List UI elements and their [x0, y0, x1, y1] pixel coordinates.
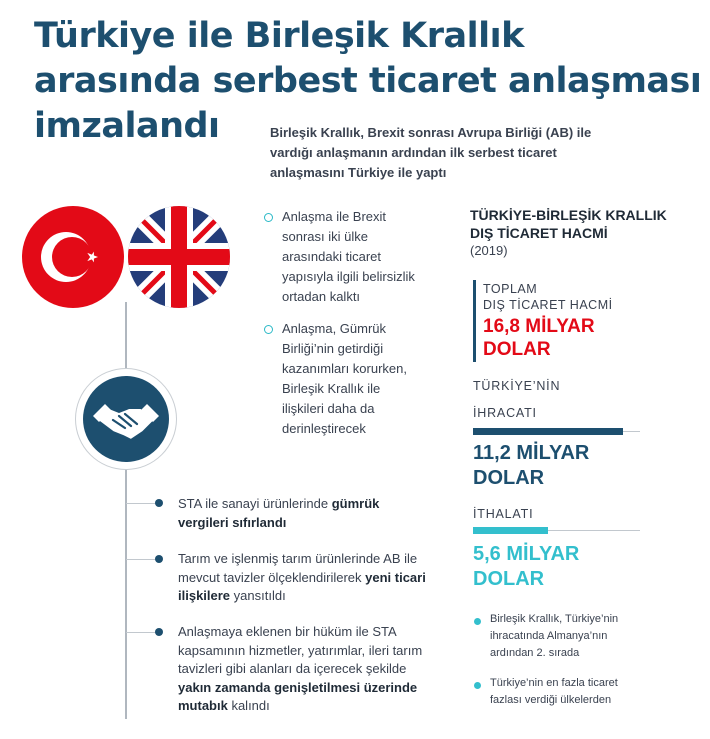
line: 5,6 MİLYAR: [473, 543, 580, 565]
line: ilişkileri daha da: [282, 401, 375, 416]
line: yapısıyla ilgili belirsizlik: [282, 269, 415, 284]
uk-flag-icon: [128, 206, 230, 308]
bullet-circle-icon: [264, 325, 273, 334]
line: 16,8 MİLYAR: [483, 316, 595, 337]
exports-bar: [473, 428, 623, 435]
line: DOLAR: [483, 339, 551, 360]
subtitle-line: anlaşmasını Türkiye ile yaptı: [270, 165, 447, 180]
line: DIŞ TİCARET HACMİ: [470, 225, 608, 241]
trade-section-title: [470, 206, 667, 242]
line: Birliği’nin getirdiği: [282, 341, 384, 356]
text: STA ile sanayi ürünlerinde: [178, 496, 332, 511]
line: Anlaşma, Gümrük: [282, 321, 387, 336]
title-line: imzalandı: [34, 106, 220, 146]
line: DOLAR: [473, 568, 545, 590]
note-dot-icon: [474, 618, 481, 625]
line: ardından 2. sırada: [490, 647, 580, 659]
list-item: [282, 207, 442, 307]
note-dot-icon: [474, 682, 481, 689]
text: kalındı: [227, 698, 270, 713]
line: TÜRKİYE-BİRLEŞİK KRALLIK: [470, 207, 667, 223]
total-value: [483, 315, 595, 361]
line: DIŞ TİCARET HACMİ: [483, 298, 613, 312]
imports-bar: [473, 527, 548, 534]
subtitle: [270, 123, 630, 183]
line: kazanımları korurken,: [282, 361, 407, 376]
note-item: [490, 611, 690, 662]
trade-year: (2019): [470, 243, 508, 258]
bold-text: gümrük vergileri sıfırlandı: [178, 496, 380, 530]
title-line: Türkiye ile Birleşik Krallık: [34, 16, 524, 56]
imports-label: İTHALATI: [473, 507, 534, 521]
line: Birleşik Krallık, Türkiye’nin: [490, 613, 619, 625]
bold-text: yeni ticari ilişkilere: [178, 569, 426, 603]
list-item: [178, 550, 428, 606]
text: yansıtıldı: [230, 588, 286, 603]
exports-label-line1: TÜRKİYE’NİN: [473, 379, 561, 393]
turkey-flag-icon: [22, 206, 124, 308]
subtitle-line: vardığı anlaşmanın ardından ilk serbest ticaret: [270, 145, 557, 160]
note-item: [490, 675, 690, 709]
exports-label-line2: İHRACATI: [473, 406, 537, 420]
bullet-dot-icon: [155, 628, 163, 636]
list-item: [282, 319, 442, 439]
line: arasındaki ticaret: [282, 249, 381, 264]
bold-text: yakın zamanda genişletilmesi üzerinde mutabık: [178, 679, 418, 713]
subtitle-line: Birleşik Krallık, Brexit sonrası Avrupa Birliği (AB) ile: [270, 125, 592, 140]
line: sonrası iki ülke: [282, 229, 368, 244]
handshake-icon: [83, 376, 169, 462]
imports-value: [473, 542, 579, 592]
line: ortadan kalktı: [282, 289, 361, 304]
bullet-dot-icon: [155, 499, 163, 507]
line: Türkiye’nin en fazla ticaret: [490, 677, 618, 689]
connector-line: [125, 302, 127, 719]
line: derinleştirecek: [282, 421, 366, 436]
bullet-circle-icon: [264, 213, 273, 222]
line: fazlası verdiği ülkelerden: [490, 694, 612, 706]
line: 11,2 MİLYAR: [473, 442, 590, 464]
list-item: [178, 495, 428, 532]
total-label: [483, 281, 613, 313]
exports-value: [473, 441, 589, 491]
title-line: arasında serbest ticaret anlaşması: [34, 61, 702, 101]
bullet-dot-icon: [155, 555, 163, 563]
text: Tarım ve işlenmiş tarım ürünlerinde AB ile mevcut tavizler ölçeklendirilerek: [178, 551, 418, 585]
line: DOLAR: [473, 467, 545, 489]
line: ihracatında Almanya’nın: [490, 630, 608, 642]
total-accent-bar: [473, 280, 476, 362]
line: Birleşik Krallık ile: [282, 381, 381, 396]
line: TOPLAM: [483, 282, 538, 296]
text: Anlaşmaya eklenen bir hüküm ile STA kapsamının hizmetler, yatırımlar, ileri tarım tavizleri gibi alanları da içerecek şekilde: [178, 624, 423, 676]
list-item: [178, 623, 428, 716]
line: Anlaşma ile Brexit: [282, 209, 387, 224]
